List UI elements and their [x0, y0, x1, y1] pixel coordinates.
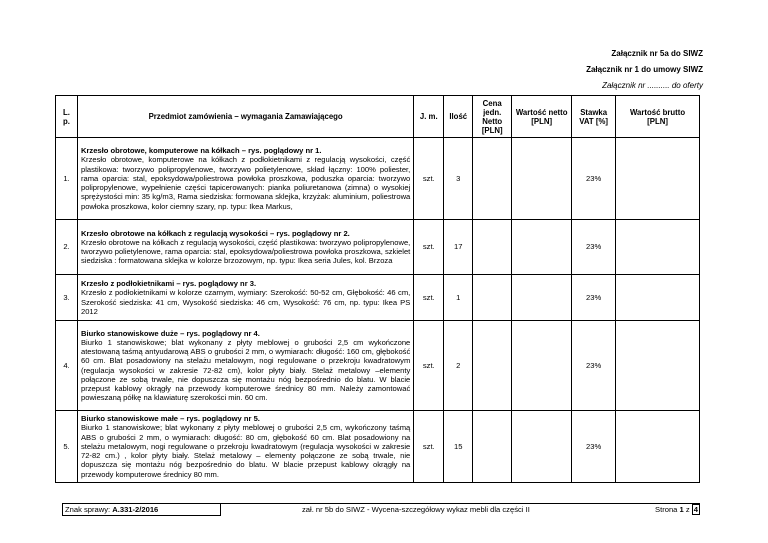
col-header-lp: L. p.	[56, 96, 78, 138]
row-description	[77, 321, 413, 411]
row-unit: szt.	[414, 220, 444, 275]
row-vat: 23%	[572, 411, 616, 483]
page-label: Strona	[655, 505, 680, 514]
attachment-header-1: Załącznik nr 5a do SIWZ	[611, 49, 703, 58]
row-description	[77, 220, 413, 275]
table-row	[56, 275, 700, 321]
row-description	[77, 411, 413, 483]
row-net-value	[512, 411, 572, 483]
row-description	[77, 138, 413, 220]
table-header-row	[56, 96, 700, 138]
row-lp: 2.	[56, 220, 78, 275]
col-header-subject: Przedmiot zamówienia – wymagania Zamawiającego	[77, 96, 413, 138]
row-qty: 2	[444, 321, 473, 411]
row-unit-price	[473, 321, 512, 411]
row-details: Krzesło obrotowe, komputerowe na kółkach z podłokietnikami z regulacją wysokości, część plastikowa: tworzywo polipropylenowe, tworzywo polietylenowe, skład łączny: 100% poliester, rama oparcia: stal, epoksydowa/poliestrowa powłoka proszkowa, poduszka oparcia: tworzywo polipropylenowe, wypełnienie części tapicerowanych: pianka poliuretanowa (zimna) o wysokiej sprężystości min: 35 kg/m3, Rama siedziska: formowana sklejka, krzyżak: aluminium, poliestrowa powłoka proszkowa, kolor ciemny szary, np. typu: Ikea Markus,	[80, 155, 411, 211]
row-lp: 4.	[56, 321, 78, 411]
row-net-value	[512, 220, 572, 275]
row-qty: 3	[444, 138, 473, 220]
row-details: Krzesło obrotowe na kółkach z regulacją wysokości, część plastikowa: tworzywo polipropylenowe, tworzywo polietylenowe, rama oparcia: stal, epoksydowa/poliestrowa powłoka proszkowa, szkielet siedziska : formatowana sklejka w kolorze brzozowym, np. typu: Ikea seria Jules, kol. Brzoza	[80, 237, 411, 266]
row-unit-price	[473, 138, 512, 220]
row-unit: szt.	[414, 275, 444, 321]
page-number	[655, 504, 700, 515]
attachment-header-3: Załącznik nr .......... do oferty	[602, 81, 703, 90]
row-unit-price	[473, 220, 512, 275]
row-lp: 3.	[56, 275, 78, 321]
case-number-label: Znak sprawy:	[65, 505, 113, 514]
col-header-qty: Ilość	[444, 96, 473, 138]
col-header-vat: Stawka VAT [%]	[572, 96, 616, 138]
row-unit: szt.	[414, 411, 444, 483]
row-lp: 1.	[56, 138, 78, 220]
row-net-value	[512, 138, 572, 220]
footer-document-title: zał. nr 5b do SIWZ - Wycena-szczegółowy wykaz mebli dla części II	[302, 505, 530, 514]
col-header-gross-value: Wartość brutto [PLN]	[616, 96, 700, 138]
row-title: Krzesło obrotowe na kółkach z regulacją wysokości – rys. poglądowy nr 2.	[80, 228, 350, 238]
table-row	[56, 321, 700, 411]
table-row	[56, 411, 700, 483]
page-separator: z	[683, 505, 692, 514]
row-unit-price	[473, 411, 512, 483]
row-unit-price	[473, 275, 512, 321]
row-qty: 1	[444, 275, 473, 321]
row-gross-value	[616, 411, 700, 483]
case-number-value: A.331-2/2016	[112, 505, 159, 514]
row-qty: 15	[444, 411, 473, 483]
row-vat: 23%	[572, 220, 616, 275]
row-title: Krzesło obrotowe, komputerowe na kółkach – rys. poglądowy nr 1.	[80, 146, 322, 156]
row-gross-value	[616, 275, 700, 321]
page-footer	[62, 503, 700, 516]
case-number-box	[62, 504, 221, 516]
row-title: Biurko stanowiskowe małe – rys. poglądowy nr 5.	[80, 414, 260, 424]
row-unit: szt.	[414, 321, 444, 411]
col-header-unit: J. m.	[414, 96, 444, 138]
row-gross-value	[616, 138, 700, 220]
row-gross-value	[616, 220, 700, 275]
row-net-value	[512, 321, 572, 411]
row-unit: szt.	[414, 138, 444, 220]
table-row	[56, 220, 700, 275]
row-vat: 23%	[572, 275, 616, 321]
col-header-unit-price: Cena jedn. Netto [PLN]	[473, 96, 512, 138]
row-details: Biurko 1 stanowiskowe; blat wykonany z płyty meblowej o grubości 2,5 cm wykończone atestowaną taśmą antyudarową ABS o grubości 2 mm, o wymiarach: długość: 160 cm, głębokość 60 cm. Blat posadowiony na stelażu metalowym, nogi regulowane o przekroju kwadratowym (regulacja wysokości w zakresie 72-82 cm), kolor płyty biały. Stelaż metalowy –elementy połączone ze sobą trwale, nie dopuszcza się montażu nóg bezpośrednio do blatu. W blacie przepust kablowy okrągły na przewody komputerowe średnicy 80 mm. Należy zamontować powieszaną półkę na klawiaturę szerokości min. 60 cm.	[80, 337, 411, 403]
row-lp: 5.	[56, 411, 78, 483]
row-details: Biurko 1 stanowiskowe; blat wykonany z płyty meblowej o grubości 2,5 cm, wykończony taśmą ABS o grubości 2 mm, o wymiarach: długość: 80 cm, głębokość 60 cm. Blat posadowiony na stelażu metalowym, nogi regulowane o przekroju kwadratowym (regulacja wysokości w zakresie 72-82 cm.) , kolor płyty biały. Stelaż metalowy – elementy połączone ze sobą trwale, nie dopuszcza się montażu nóg bezpośrednio do blatu. W blacie przepust kablowy okrągły na przewody komputerowe średnicy 80 mm.	[80, 423, 411, 479]
table-row	[56, 138, 700, 220]
row-title: Biurko stanowiskowe duże – rys. poglądowy nr 4.	[80, 328, 260, 338]
row-gross-value	[616, 321, 700, 411]
row-net-value	[512, 275, 572, 321]
page-total: 4	[693, 505, 698, 514]
col-header-net-value: Wartość netto [PLN]	[512, 96, 572, 138]
order-table	[55, 95, 700, 483]
row-title: Krzesło z podłokietnikami – rys. poglądowy nr 3.	[80, 279, 257, 289]
row-vat: 23%	[572, 138, 616, 220]
row-description	[77, 275, 413, 321]
page-current: 1	[679, 505, 684, 514]
row-details: Krzesło z podłokietnikami w kolorze czarnym, wymiary: Szerokość: 50-52 cm, Głębokość: 46 cm, Szerokość siedziska: 41 cm, Wysokość siedziska: 46 cm, Wysokość: 76 cm, np. typu: Ikea PS 2012	[80, 288, 411, 316]
row-vat: 23%	[572, 321, 616, 411]
row-qty: 17	[444, 220, 473, 275]
attachment-header-2: Załącznik nr 1 do umowy SIWZ	[586, 65, 703, 74]
